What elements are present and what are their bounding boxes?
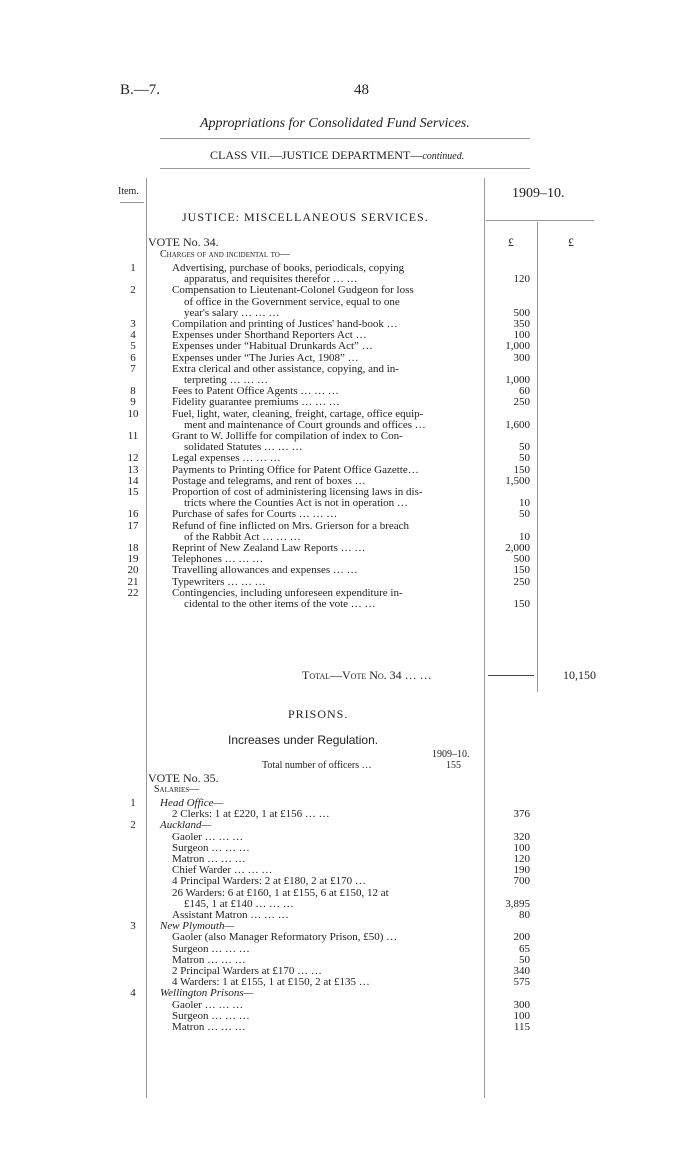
item-text: 2 Clerks: 1 at £220, 1 at £156 … …: [172, 808, 330, 821]
item-text: Postage and telegrams, and rent of boxes …: [172, 474, 366, 487]
item-amount: 1,000: [505, 374, 530, 386]
item-number: 3: [130, 920, 136, 933]
vote-34-label: VOTE No. 34.: [148, 235, 219, 249]
item-text: Expenses under “Habitual Drunkards Act” …: [172, 340, 373, 353]
item-amount: 150: [513, 463, 530, 476]
item-number: 18: [127, 542, 139, 554]
item-text: Advertising, purchase of books, periodicals, copying: [172, 262, 405, 274]
item-number: 13: [127, 463, 139, 476]
item-header-rule: [120, 202, 144, 203]
vote-34-total-label: Total—Vote No. 34 … …: [302, 668, 432, 682]
item-number: 10: [127, 407, 139, 420]
title-rule: [160, 138, 530, 139]
total-rule: [488, 675, 534, 676]
item-number: 4: [130, 329, 136, 342]
item-text: Matron … … …: [172, 953, 246, 966]
item-number: 12: [127, 452, 139, 465]
item-text: Matron … … …: [172, 853, 246, 865]
item-amount: 340: [513, 965, 530, 977]
group-heading: Auckland—: [160, 819, 212, 832]
item-number: 6: [130, 351, 136, 364]
item-text: year's salary … … …: [184, 306, 280, 319]
item-amount: 500: [513, 306, 530, 319]
item-text: Gaoler … … …: [172, 998, 244, 1011]
item-amount: 60: [519, 385, 530, 398]
item-number: 1: [130, 262, 136, 274]
item-amount: 3,895: [505, 897, 530, 910]
item-text: Fidelity guarantee premiums … … …: [172, 396, 340, 409]
item-column-header: Item.: [118, 186, 139, 197]
officers-label: Total number of officers …: [262, 760, 372, 771]
item-amount: 80: [519, 909, 530, 921]
item-amount: 1,500: [505, 474, 530, 487]
class-title-main: CLASS VII.—JUSTICE DEPARTMENT—: [210, 148, 423, 162]
pound-sign-2: £: [568, 235, 574, 249]
item-text: terpreting … … …: [184, 374, 269, 386]
item-amount: 10: [519, 530, 530, 543]
group-heading: Head Office—: [160, 797, 224, 809]
item-amount: 700: [513, 875, 530, 888]
class-title: [210, 148, 464, 163]
officers-value: 155: [446, 760, 461, 771]
item-text: Surgeon … … …: [172, 942, 250, 955]
item-number: 21: [127, 575, 139, 588]
item-text: Extra clerical and other assistance, copying, and in-: [172, 362, 399, 375]
charges-heading: Charges of and incidental to—: [160, 249, 290, 260]
item-text: Gaoler … … …: [172, 830, 244, 843]
item-number: 16: [127, 508, 139, 521]
item-amount: 320: [513, 830, 530, 843]
item-amount: 300: [513, 998, 530, 1011]
header-rule: [160, 168, 530, 169]
group-heading: New Plymouth—: [160, 920, 235, 933]
item-number: 11: [127, 430, 139, 442]
item-amount: 50: [519, 452, 530, 465]
item-amount: 50: [519, 953, 530, 966]
item-text: 26 Warders: 6 at £160, 1 at £155, 6 at £150, 12 at: [172, 886, 389, 899]
item-text: Contingencies, including unforeseen expenditure in-: [172, 586, 403, 599]
item-amount: 250: [513, 575, 530, 588]
item-amount: 100: [513, 1009, 530, 1022]
item-text: apparatus, and requisites therefor … …: [184, 273, 358, 286]
item-amount: 376: [513, 808, 530, 821]
item-text: tricts where the Counties Act is not in operation …: [184, 497, 408, 510]
page-number: 48: [354, 82, 369, 98]
item-amount: 50: [519, 508, 530, 521]
item-text: ment and maintenance of Court grounds and offices …: [184, 418, 426, 431]
item-amount: 150: [513, 564, 530, 577]
page-title: Appropriations for Consolidated Fund Services.: [200, 116, 470, 131]
item-amount: 120: [513, 853, 530, 865]
item-text: Surgeon … … …: [172, 841, 250, 854]
section-heading-justice: JUSTICE: MISCELLANEOUS SERVICES.: [182, 210, 429, 224]
item-number: 2: [130, 819, 136, 832]
item-text: Gaoler (also Manager Reformatory Prison, £50) …: [172, 931, 398, 944]
item-text: Grant to W. Jolliffe for compilation of index to Con-: [172, 430, 403, 442]
item-text: 4 Warders: 1 at £155, 1 at £150, 2 at £135 …: [172, 976, 370, 989]
item-amount: 1,000: [505, 340, 530, 353]
item-text: Refund of fine inflicted on Mrs. Grierson for a breach: [172, 519, 410, 532]
item-text: Typewriters … … …: [172, 575, 266, 588]
item-amount: 1,600: [505, 418, 530, 431]
item-amount: 250: [513, 396, 530, 409]
item-text: Fees to Patent Office Agents … … …: [172, 385, 339, 398]
item-text: Expenses under “The Juries Act, 1908” …: [172, 351, 359, 364]
item-amount: 300: [513, 351, 530, 364]
item-amount: 120: [513, 273, 530, 286]
item-text: Purchase of safes for Courts … … …: [172, 508, 338, 521]
item-amount: 100: [513, 329, 530, 342]
group-heading: Wellington Prisons—: [160, 987, 254, 1000]
item-number: 2: [130, 284, 136, 297]
item-text: Travelling allowances and expenses … …: [172, 564, 358, 577]
item-number: 5: [130, 340, 136, 353]
item-text: Compensation to Lieutenant-Colonel Gudgeon for loss: [172, 284, 414, 297]
item-amount: 190: [513, 864, 530, 877]
section-heading-prisons: PRISONS.: [288, 707, 349, 721]
item-amount: 10: [519, 497, 530, 510]
item-amount: 350: [513, 318, 530, 330]
item-number: 9: [130, 396, 136, 409]
item-number: 3: [130, 318, 136, 330]
pound-sign-1: £: [508, 235, 514, 249]
item-text: Expenses under Shorthand Reporters Act …: [172, 329, 367, 342]
item-text: Surgeon … … …: [172, 1009, 250, 1022]
item-number: 14: [127, 474, 139, 487]
year-column-header: 1909–10.: [512, 186, 565, 201]
vote-34-total-value: 10,150: [563, 668, 596, 682]
document-reference: B.—7.: [120, 82, 161, 98]
item-text: Fuel, light, water, cleaning, freight, cartage, office equip-: [172, 407, 424, 420]
item-number: 8: [130, 385, 136, 398]
item-amount: 100: [513, 841, 530, 854]
item-number: 7: [130, 362, 136, 375]
item-number: 17: [127, 519, 139, 532]
item-text: Proportion of cost of administering licensing laws in dis-: [172, 486, 423, 498]
officers-year: 1909–10.: [432, 749, 470, 760]
item-text: Reprint of New Zealand Law Reports … …: [172, 542, 366, 554]
item-text: 2 Principal Warders at £170 … …: [172, 965, 322, 977]
year-header-rule: [486, 220, 594, 221]
item-text: of office in the Government service, equal to one: [184, 295, 400, 308]
item-text: Payments to Printing Office for Patent Office Gazette…: [172, 463, 419, 476]
item-amount: 115: [513, 1021, 530, 1033]
item-text: Telephones … … …: [172, 553, 264, 566]
item-amount: 500: [513, 553, 530, 566]
salaries-heading: Salaries—: [154, 784, 200, 795]
item-column-rule: [146, 178, 147, 1098]
item-amount: 2,000: [505, 542, 530, 554]
item-text: Assistant Matron … … …: [172, 909, 289, 921]
item-amount: 50: [519, 441, 530, 454]
item-text: Matron … … …: [172, 1021, 246, 1033]
item-number: 22: [127, 586, 139, 599]
item-text: Legal expenses … … …: [172, 452, 281, 465]
amount-column-rule-mid: [537, 222, 538, 692]
item-text: £145, 1 at £140 … … …: [184, 897, 294, 910]
item-number: 15: [127, 486, 139, 498]
item-amount: 200: [513, 931, 530, 944]
item-text: Chief Warder … … …: [172, 864, 273, 877]
item-number: 19: [127, 553, 139, 566]
item-text: solidated Statutes … … …: [184, 441, 303, 454]
increases-heading: Increases under Regulation.: [228, 733, 379, 747]
item-text: Compilation and printing of Justices' hand-book …: [172, 318, 398, 330]
item-number: 20: [127, 564, 139, 577]
item-text: cidental to the other items of the vote … …: [184, 598, 376, 610]
item-amount: 65: [519, 942, 530, 955]
item-text: of the Rabbit Act … … …: [184, 530, 301, 543]
item-text: 4 Principal Warders: 2 at £180, 2 at £170 …: [172, 875, 366, 888]
item-amount: 150: [513, 598, 530, 610]
class-title-suffix: continued.: [422, 151, 465, 162]
item-number: 4: [130, 987, 136, 1000]
item-number: 1: [130, 797, 136, 809]
item-amount: 575: [513, 976, 530, 989]
vote-35-label: VOTE No. 35.: [148, 771, 219, 785]
